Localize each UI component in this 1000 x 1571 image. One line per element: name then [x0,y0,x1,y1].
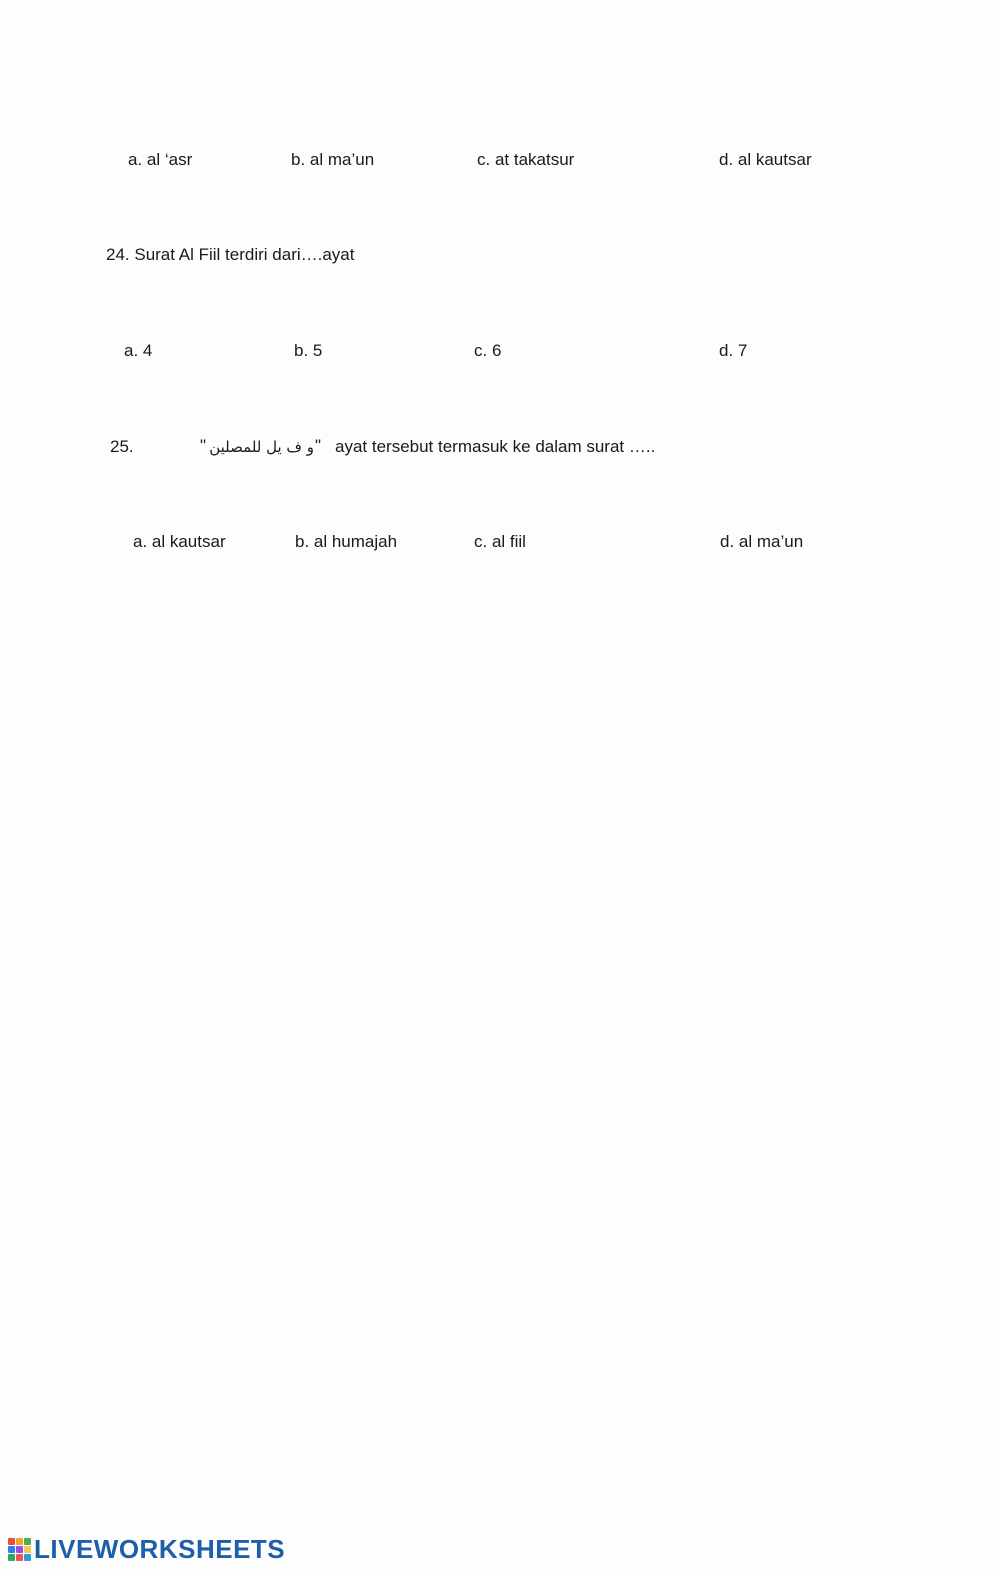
q25-question-text: ayat tersebut termasuk ke dalam surat ….. [335,437,656,456]
logo-square [8,1554,15,1561]
q25-option-d[interactable]: d. al ma’un [720,532,804,551]
logo-square [16,1546,23,1553]
q25-arabic-verse: و ف يل للمصلين [209,438,314,456]
q25-option-c[interactable]: c. al fiil [474,532,526,551]
logo-square [8,1546,15,1553]
q24-question-text: 24. Surat Al Fiil terdiri dari….ayat [106,245,355,264]
q25-quote-open: " [200,436,207,455]
q23-option-b[interactable]: b. al ma’un [291,150,375,169]
logo-square [16,1554,23,1561]
q23-option-a[interactable]: a. al ‘asr [128,150,193,169]
q25-number: 25. [110,437,134,456]
liveworksheets-logo-icon [8,1538,31,1561]
logo-square [24,1546,31,1553]
q25-option-b[interactable]: b. al humajah [295,532,398,551]
q24-option-b[interactable]: b. 5 [294,341,323,360]
liveworksheets-footer[interactable] [8,1536,285,1562]
liveworksheets-brand-text: LIVEWORKSHEETS [34,1534,286,1564]
q23-option-d[interactable]: d. al kautsar [719,150,812,169]
logo-square [24,1538,31,1545]
logo-square [8,1538,15,1545]
q24-option-d[interactable]: d. 7 [719,341,748,360]
q23-option-c[interactable]: c. at takatsur [477,150,575,169]
q24-option-a[interactable]: a. 4 [124,341,153,360]
logo-square [16,1538,23,1545]
logo-square [24,1554,31,1561]
q24-option-c[interactable]: c. 6 [474,341,502,360]
q25-quote-close: " [315,436,322,455]
q25-option-a[interactable]: a. al kautsar [133,532,226,551]
